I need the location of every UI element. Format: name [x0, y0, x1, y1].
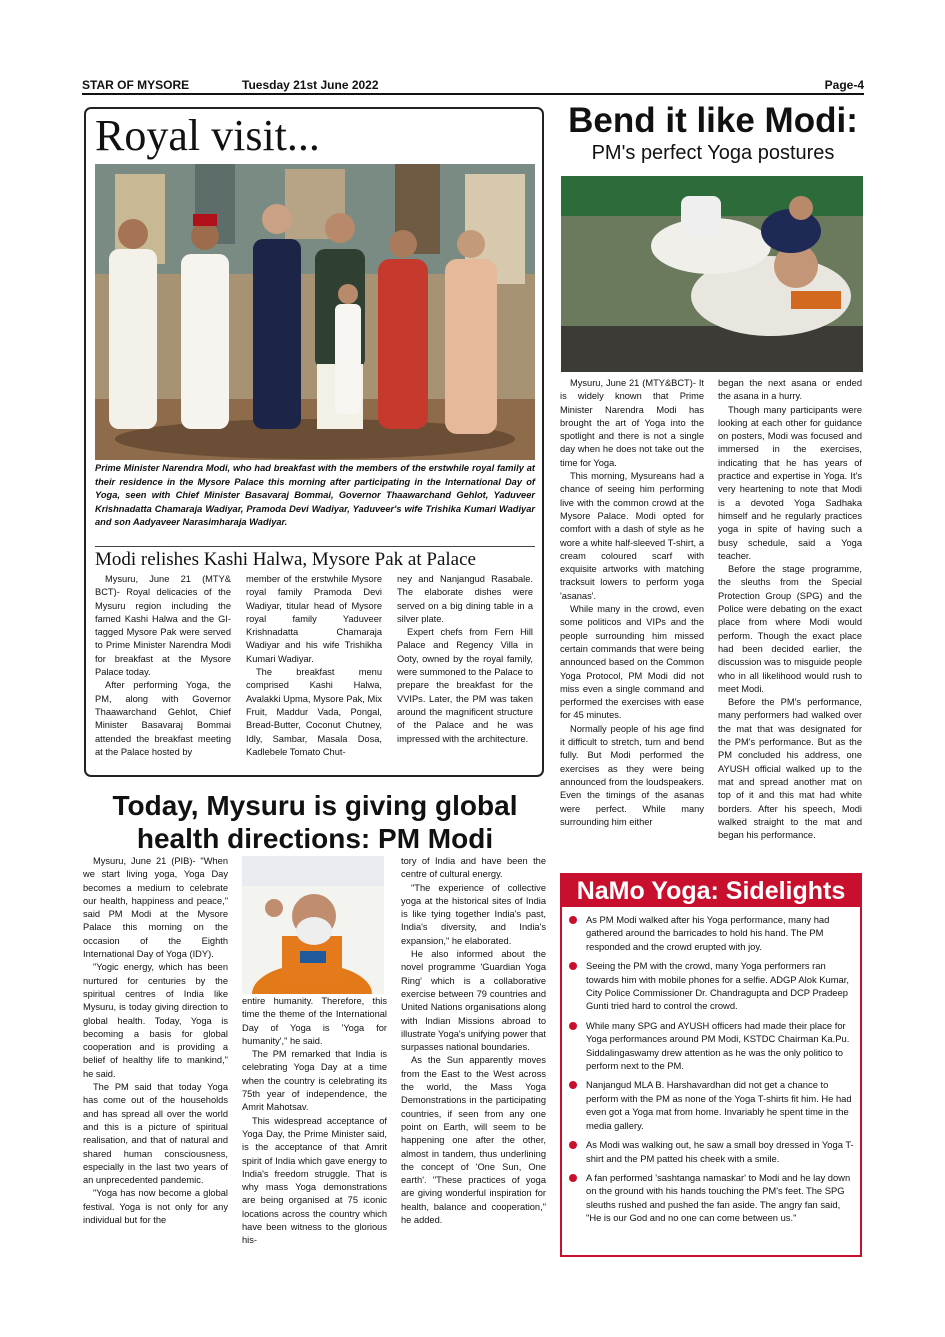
paragraph: "Yogic energy, which has been nurtured for centuries by the spiritual centres of India like Mysuru, is today giving direction to global health. Today, Yoga is becoming a basis for global cooperation and is providing a belief of healthy life to mankind," he said. [83, 962, 228, 1079]
paragraph: After performing Yoga, the PM, along with Governor Thaawarchand Gehlot, Chief Minister Basavaraj Bommai attended the breakfast meeting at the Palace hosted by [95, 680, 231, 757]
today-column-1 [83, 855, 228, 1227]
royal-visit-title: Royal visit... [95, 111, 320, 160]
paragraph: Though many participants were looking at each other for guidance on posters, Modi was focused and immersed in the exercises, indicating that he has years of practice and expertise in Yoga. It's very heartening to note that Modi is a devoted Yoga Sadhaka himself and he regularly practices yoga in spite of having such a busy schedule, said a Yoga teacher. [718, 404, 862, 561]
list-item: A fan performed 'sashtanga namaskar' to Modi and he lay down on the ground with his hands touching the PM's feet. The SPG sleuths rushed and pushed the fan aside. The angry fan said, "He is our God and no one can come between us." [566, 1171, 856, 1225]
paragraph: entire humanity. Therefore, this time the theme of the International Day of Yoga is 'Yoga for humanity'," he said. [242, 996, 387, 1046]
bend-headline: Bend it like Modi: [568, 101, 858, 140]
bend-subheadline: PM's perfect Yoga postures [591, 142, 835, 164]
bend-column-1 [560, 377, 704, 829]
paragraph: As the Sun apparently moves from the East to the West across the world, the Mass Yoga Demonstrations in the participating countries, if seen from any one point on Earth, will seem to be happening one after the other, almost in tandem, thus underlining the concept of 'One Sun, One earth'. "These practices of yoga are giving wonderful inspiration for health, balance and cooperation," he added. [401, 1055, 546, 1226]
royal-subhead: Modi relishes Kashi Halwa, Mysore Pak at Palace [95, 546, 535, 571]
paragraph: member of the erstwhile Mysore royal family Pramoda Devi Wadiyar, titular head of Mysore royal family Yaduveer Krishnadatta Chamaraja Wadiyar and his wife Trishikha Kumari Wadiyar. [246, 574, 382, 664]
paragraph: Mysuru, June 21 (MTY&BCT)- It is widely known that Prime Minister Narendra Modi has brought the art of Yoga into the spotlight and there is not a single day when he does not take out the time for Yoga. [560, 378, 704, 468]
list-item: Nanjangud MLA B. Harshavardhan did not get a chance to perform with the PM as none of the Yoga T-shirts fit him. He had even got a Yoga mat from home. Invariably he spent time in the media gallery. [566, 1078, 856, 1132]
list-item: Seeing the PM with the crowd, many Yoga performers ran towards him with mobile phones for a selfie. ADGP Alok Kumar, City Police Commissioner Dr. Chandragupta and DCP Pradeep Gunti tried hard to control the crowd. [566, 959, 856, 1013]
paragraph: "Yoga has now become a global festival. Yoga is not only for any individual but for the [83, 1188, 228, 1226]
paragraph: Before the PM's performance, many performers had walked over the mat that was designated for the PM's performance. But as the PM concluded his address, one AYUSH official walked up to the mat and spread another mat on top of it and this mat had white borders. After his speech, Modi walked straight to the mat and began his performance. [718, 697, 862, 841]
yoga-posture-photo [561, 176, 863, 372]
page-number: Page-4 [824, 78, 864, 92]
paragraph: began the next asana or ended the asana in a hurry. [718, 378, 862, 402]
paragraph: He also informed about the novel programme 'Guardian Yoga Ring' which is a collaborative exercise between 79 countries and United Nations organisations along with Indian Missions abroad to illustrate Yoga's unifying power that surpasses national boundaries. [401, 949, 546, 1053]
paragraph: This widespread acceptance of Yoga Day, the Prime Minister said, is the acceptance of that Amrit spirit of India which gave energy to India's freedom struggle. That is why mass Yoga demonstrations are being organised at 75 iconic locations across the country which have been witness to the glorious his- [242, 1115, 387, 1246]
paragraph: Before the stage programme, the sleuths from the Special Protection Group (SPG) and the Police were debating on the exact place from where Modi would perform. Though the exact place had been decided earlier, the discussion was to misguide people who in all likelihood would rush to meet Modi. [718, 564, 862, 694]
list-item: As Modi was walking out, he saw a small boy dressed in Yoga T-shirt and the PM patted his cheek with a smile. [566, 1138, 856, 1165]
paragraph: While many in the crowd, even some politicos and VIPs and the people surrounding him missed certain commands that were being announced based on the Common Yoga Protocol, PM Modi did not miss even a single command and performed the exercises with ease for 45 minutes. [560, 604, 704, 721]
today-headline: Today, Mysuru is giving global health directions: PM Modi [112, 790, 518, 854]
paragraph: The breakfast menu comprised Kashi Halwa, Avalakki Upma, Mysore Pak, Mix Fruit, Maddur Vada, Pongal, Bread-Butter, Coconut Chutney, Idly, Sambar, Masala Dosa, Kadlebele Tomato Chut- [246, 667, 382, 757]
paragraph: Normally people of his age find it difficult to stretch, turn and bend fully. But Modi performed the exercises as they were being announced from the loudspeakers. Even the timings of the asanas were perfect. While many surrounding him either [560, 723, 704, 827]
paragraph: tory of India and have been the centre of cultural energy. [401, 856, 546, 880]
paragraph: ney and Nanjangud Rasabale. The elaborate dishes were served on a big dining table in a silver plate. [397, 574, 533, 624]
paragraph: The PM said that today Yoga has come out of the households and has spread all over the world and this is a picture of spiritual realisation, and that of natural and shared human consciousness, especially in the last two years of an unprecedented pandemic. [83, 1082, 228, 1186]
royal-family-photo [95, 164, 535, 460]
paragraph: This morning, Mysureans had a chance of seeing him performing live with the common crowd at the Mysore Palace. Modi opted for comfort with a dash of style as he wore a white half-sleeved T-shirt, a cream coloured scarf with exquisite artworks with matching tracksuit lowers to perform yoga 'asanas'. [560, 471, 704, 601]
sidelights-list [566, 913, 856, 1231]
modi-speech-photo [242, 856, 384, 994]
paragraph: "The experience of collective yoga at the historical sites of India is like tying together India's past, India's diversity, and India's expansion," he elaborated. [401, 882, 546, 946]
issue-date: Tuesday 21st June 2022 [242, 78, 379, 92]
sidelights-title: NaMo Yoga: Sidelights [562, 875, 860, 907]
paragraph: Expert chefs from Fern Hill Palace and Regency Villa in Ooty, owned by the royal family, were summoned to the Palace to prepare the breakfast for the VVIPs. Later, the PM was taken around the magnificent structure of the Palace and he was impressed with the architecture. [397, 627, 533, 744]
paragraph: The PM remarked that India is celebrating Yoga Day at a time when the country is celebrating its 75th year of independence, the Amrit Mahotsav. [242, 1049, 387, 1113]
bend-column-2 [718, 377, 862, 842]
royal-column-1 [95, 573, 231, 759]
royal-column-3 [397, 573, 533, 746]
today-column-2 [242, 995, 387, 1248]
list-item: While many SPG and AYUSH officers had made their place for Yoga performances around PM Modi, KSTDC Chairman Ka.Pu. Siddalingaswamy drew attention as he was the only politico to perform next to the PM. [566, 1019, 856, 1073]
paper-name: STAR OF MYSORE [82, 78, 190, 92]
list-item: As PM Modi walked after his Yoga performance, many had gathered around the barricades to hold his hand. The PM responded and the crowd erupted with joy. [566, 913, 856, 953]
paragraph: Mysuru, June 21 (PIB)- "When we start living yoga, Yoga Day becomes a medium to celebrate our health, happiness and peace," said PM Modi at the Mysore Palace this morning on the occasion of the Eighth International Day of Yoga (IDY). [83, 856, 228, 960]
today-column-3 [401, 855, 546, 1227]
masthead [82, 77, 864, 95]
royal-photo-caption: Prime Minister Narendra Modi, who had breakfast with the members of the erstwhile royal family at their residence in the Mysore Palace this morning after participating in the International Day of Yoga, seen with Chief Minister Basavaraj Bommai, Governor Thaawarchand Gehlot, Yaduveer Krishnadatta Chamaraja Wadiyar, Pramoda Devi Wadiyar, Yaduveer's wife Trishika Kumari Wadiyar and son Aadyaveer Narasimharaja Wadiyar. [95, 463, 535, 528]
royal-column-2 [246, 573, 382, 759]
paragraph: Mysuru, June 21 (MTY& BCT)- Royal delicacies of the Mysuru region including the famed Kashi Halwa and the GI-tagged Mysore Pak were served to Prime Minister Narendra Modi for breakfast at the Mysore Palace today. [95, 574, 231, 678]
